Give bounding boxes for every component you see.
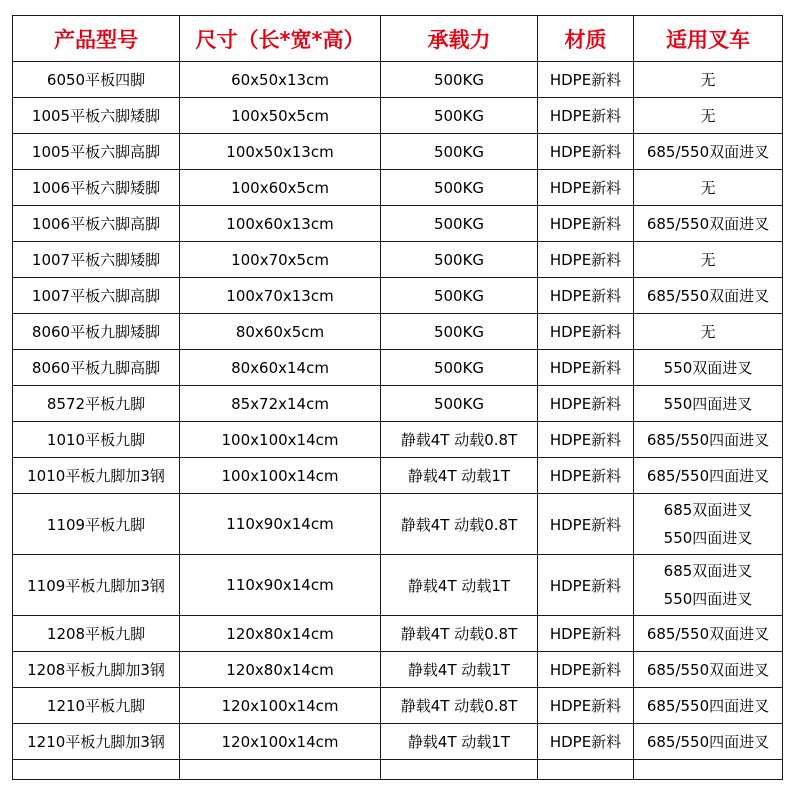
header-forklift: 适用叉车 (634, 16, 783, 62)
cell-size: 110x90x14cm (180, 555, 381, 616)
forklift-line: 685/550四面进叉 (646, 696, 770, 715)
cell-forklift (634, 652, 783, 688)
forklift-line: 550四面进叉 (663, 394, 753, 413)
forklift-line: 无 (700, 178, 716, 197)
cell-size: 85x72x14cm (180, 386, 381, 422)
cell-size: 120x80x14cm (180, 616, 381, 652)
table-row (13, 555, 783, 616)
forklift-line: 无 (700, 106, 716, 125)
header-model: 产品型号 (13, 16, 180, 62)
table-row (13, 652, 783, 688)
table-row (13, 134, 783, 170)
cell-model: 1210平板九脚 (13, 688, 180, 724)
table-row (13, 206, 783, 242)
cell-size: 100x100x14cm (180, 458, 381, 494)
empty-row (13, 760, 783, 780)
cell-model: 1006平板六脚矮脚 (13, 170, 180, 206)
cell-load: 500KG (381, 386, 538, 422)
cell-material: HDPE新料 (538, 350, 634, 386)
forklift-line: 685/550双面进叉 (646, 286, 770, 305)
cell-size: 100x70x5cm (180, 242, 381, 278)
empty-cell (538, 760, 634, 780)
cell-size: 100x70x13cm (180, 278, 381, 314)
cell-load: 500KG (381, 134, 538, 170)
forklift-line: 550双面进叉 (663, 358, 753, 377)
empty-cell (13, 760, 180, 780)
forklift-line: 685/550四面进叉 (646, 430, 770, 449)
cell-forklift (634, 278, 783, 314)
cell-forklift (634, 206, 783, 242)
header-row (13, 16, 783, 62)
cell-material: HDPE新料 (538, 652, 634, 688)
cell-material: HDPE新料 (538, 616, 634, 652)
header-material: 材质 (538, 16, 634, 62)
cell-load: 静载4T 动载1T (381, 458, 538, 494)
cell-material: HDPE新料 (538, 206, 634, 242)
empty-cell (180, 760, 381, 780)
forklift-line: 685/550双面进叉 (646, 660, 770, 679)
table-row (13, 422, 783, 458)
cell-model: 1005平板六脚矮脚 (13, 98, 180, 134)
table-row (13, 688, 783, 724)
empty-cell (634, 760, 783, 780)
cell-load: 静载4T 动载0.8T (381, 422, 538, 458)
cell-size: 60x50x13cm (180, 62, 381, 98)
cell-load: 500KG (381, 62, 538, 98)
table-row (13, 98, 783, 134)
cell-size: 120x100x14cm (180, 724, 381, 760)
table-row (13, 170, 783, 206)
cell-load: 静载4T 动载0.8T (381, 688, 538, 724)
cell-model: 1010平板九脚 (13, 422, 180, 458)
cell-model: 1210平板九脚加3钢 (13, 724, 180, 760)
cell-load: 500KG (381, 350, 538, 386)
cell-model: 6050平板四脚 (13, 62, 180, 98)
cell-size: 80x60x14cm (180, 350, 381, 386)
cell-load: 静载4T 动载0.8T (381, 494, 538, 555)
cell-material: HDPE新料 (538, 555, 634, 616)
table-row (13, 278, 783, 314)
forklift-line: 685双面进叉 (663, 501, 753, 519)
cell-forklift (634, 314, 783, 350)
cell-model: 1010平板九脚加3钢 (13, 458, 180, 494)
cell-material: HDPE新料 (538, 422, 634, 458)
cell-forklift (634, 494, 783, 555)
cell-model: 1109平板九脚 (13, 494, 180, 555)
cell-load: 静载4T 动载1T (381, 652, 538, 688)
header-load: 承载力 (381, 16, 538, 62)
cell-model: 1007平板六脚矮脚 (13, 242, 180, 278)
cell-material: HDPE新料 (538, 314, 634, 350)
cell-size: 120x80x14cm (180, 652, 381, 688)
cell-forklift (634, 242, 783, 278)
cell-load: 500KG (381, 278, 538, 314)
cell-material: HDPE新料 (538, 386, 634, 422)
cell-load: 静载4T 动载0.8T (381, 616, 538, 652)
cell-material: HDPE新料 (538, 242, 634, 278)
table-row (13, 62, 783, 98)
cell-size: 100x60x5cm (180, 170, 381, 206)
cell-forklift (634, 555, 783, 616)
cell-size: 80x60x5cm (180, 314, 381, 350)
empty-cell (381, 760, 538, 780)
cell-forklift (634, 62, 783, 98)
cell-model: 1006平板六脚高脚 (13, 206, 180, 242)
table-body (13, 62, 783, 780)
table-row (13, 386, 783, 422)
forklift-line: 685/550四面进叉 (646, 466, 770, 485)
cell-forklift (634, 134, 783, 170)
cell-material: HDPE新料 (538, 98, 634, 134)
cell-material: HDPE新料 (538, 458, 634, 494)
header-size: 尺寸（长*宽*高） (180, 16, 381, 62)
cell-model: 8060平板九脚矮脚 (13, 314, 180, 350)
cell-size: 100x50x13cm (180, 134, 381, 170)
table-row (13, 724, 783, 760)
forklift-line: 无 (700, 322, 716, 341)
table-row (13, 494, 783, 555)
forklift-line: 无 (700, 250, 716, 269)
cell-load: 500KG (381, 170, 538, 206)
forklift-line: 550四面进叉 (663, 590, 753, 608)
cell-size: 100x60x13cm (180, 206, 381, 242)
forklift-line: 685/550双面进叉 (646, 214, 770, 233)
table-row (13, 350, 783, 386)
cell-forklift (634, 458, 783, 494)
cell-forklift (634, 724, 783, 760)
cell-material: HDPE新料 (538, 170, 634, 206)
table-row (13, 242, 783, 278)
table-row (13, 314, 783, 350)
cell-model: 1109平板九脚加3钢 (13, 555, 180, 616)
cell-model: 1208平板九脚加3钢 (13, 652, 180, 688)
cell-model: 1007平板六脚高脚 (13, 278, 180, 314)
cell-forklift (634, 98, 783, 134)
cell-material: HDPE新料 (538, 134, 634, 170)
cell-load: 500KG (381, 206, 538, 242)
cell-model: 8572平板九脚 (13, 386, 180, 422)
cell-model: 1005平板六脚高脚 (13, 134, 180, 170)
cell-forklift (634, 688, 783, 724)
forklift-line: 685双面进叉 (663, 562, 753, 580)
cell-load: 静载4T 动载1T (381, 724, 538, 760)
forklift-line: 无 (700, 70, 716, 89)
forklift-line: 685/550双面进叉 (646, 624, 770, 643)
forklift-line: 685/550四面进叉 (646, 732, 770, 751)
table-row (13, 616, 783, 652)
cell-material: HDPE新料 (538, 278, 634, 314)
cell-load: 500KG (381, 98, 538, 134)
cell-size: 120x100x14cm (180, 688, 381, 724)
cell-model: 1208平板九脚 (13, 616, 180, 652)
cell-load: 静载4T 动载1T (381, 555, 538, 616)
cell-size: 100x100x14cm (180, 422, 381, 458)
cell-material: HDPE新料 (538, 62, 634, 98)
cell-forklift (634, 616, 783, 652)
product-spec-table (12, 15, 783, 780)
forklift-line: 685/550双面进叉 (646, 142, 770, 161)
cell-forklift (634, 422, 783, 458)
cell-material: HDPE新料 (538, 724, 634, 760)
cell-size: 110x90x14cm (180, 494, 381, 555)
cell-load: 500KG (381, 242, 538, 278)
table-row (13, 458, 783, 494)
cell-forklift (634, 170, 783, 206)
cell-material: HDPE新料 (538, 688, 634, 724)
cell-load: 500KG (381, 314, 538, 350)
cell-forklift (634, 350, 783, 386)
cell-model: 8060平板九脚高脚 (13, 350, 180, 386)
forklift-line: 550四面进叉 (663, 529, 753, 547)
cell-forklift (634, 386, 783, 422)
cell-material: HDPE新料 (538, 494, 634, 555)
table-header (13, 16, 783, 62)
cell-size: 100x50x5cm (180, 98, 381, 134)
